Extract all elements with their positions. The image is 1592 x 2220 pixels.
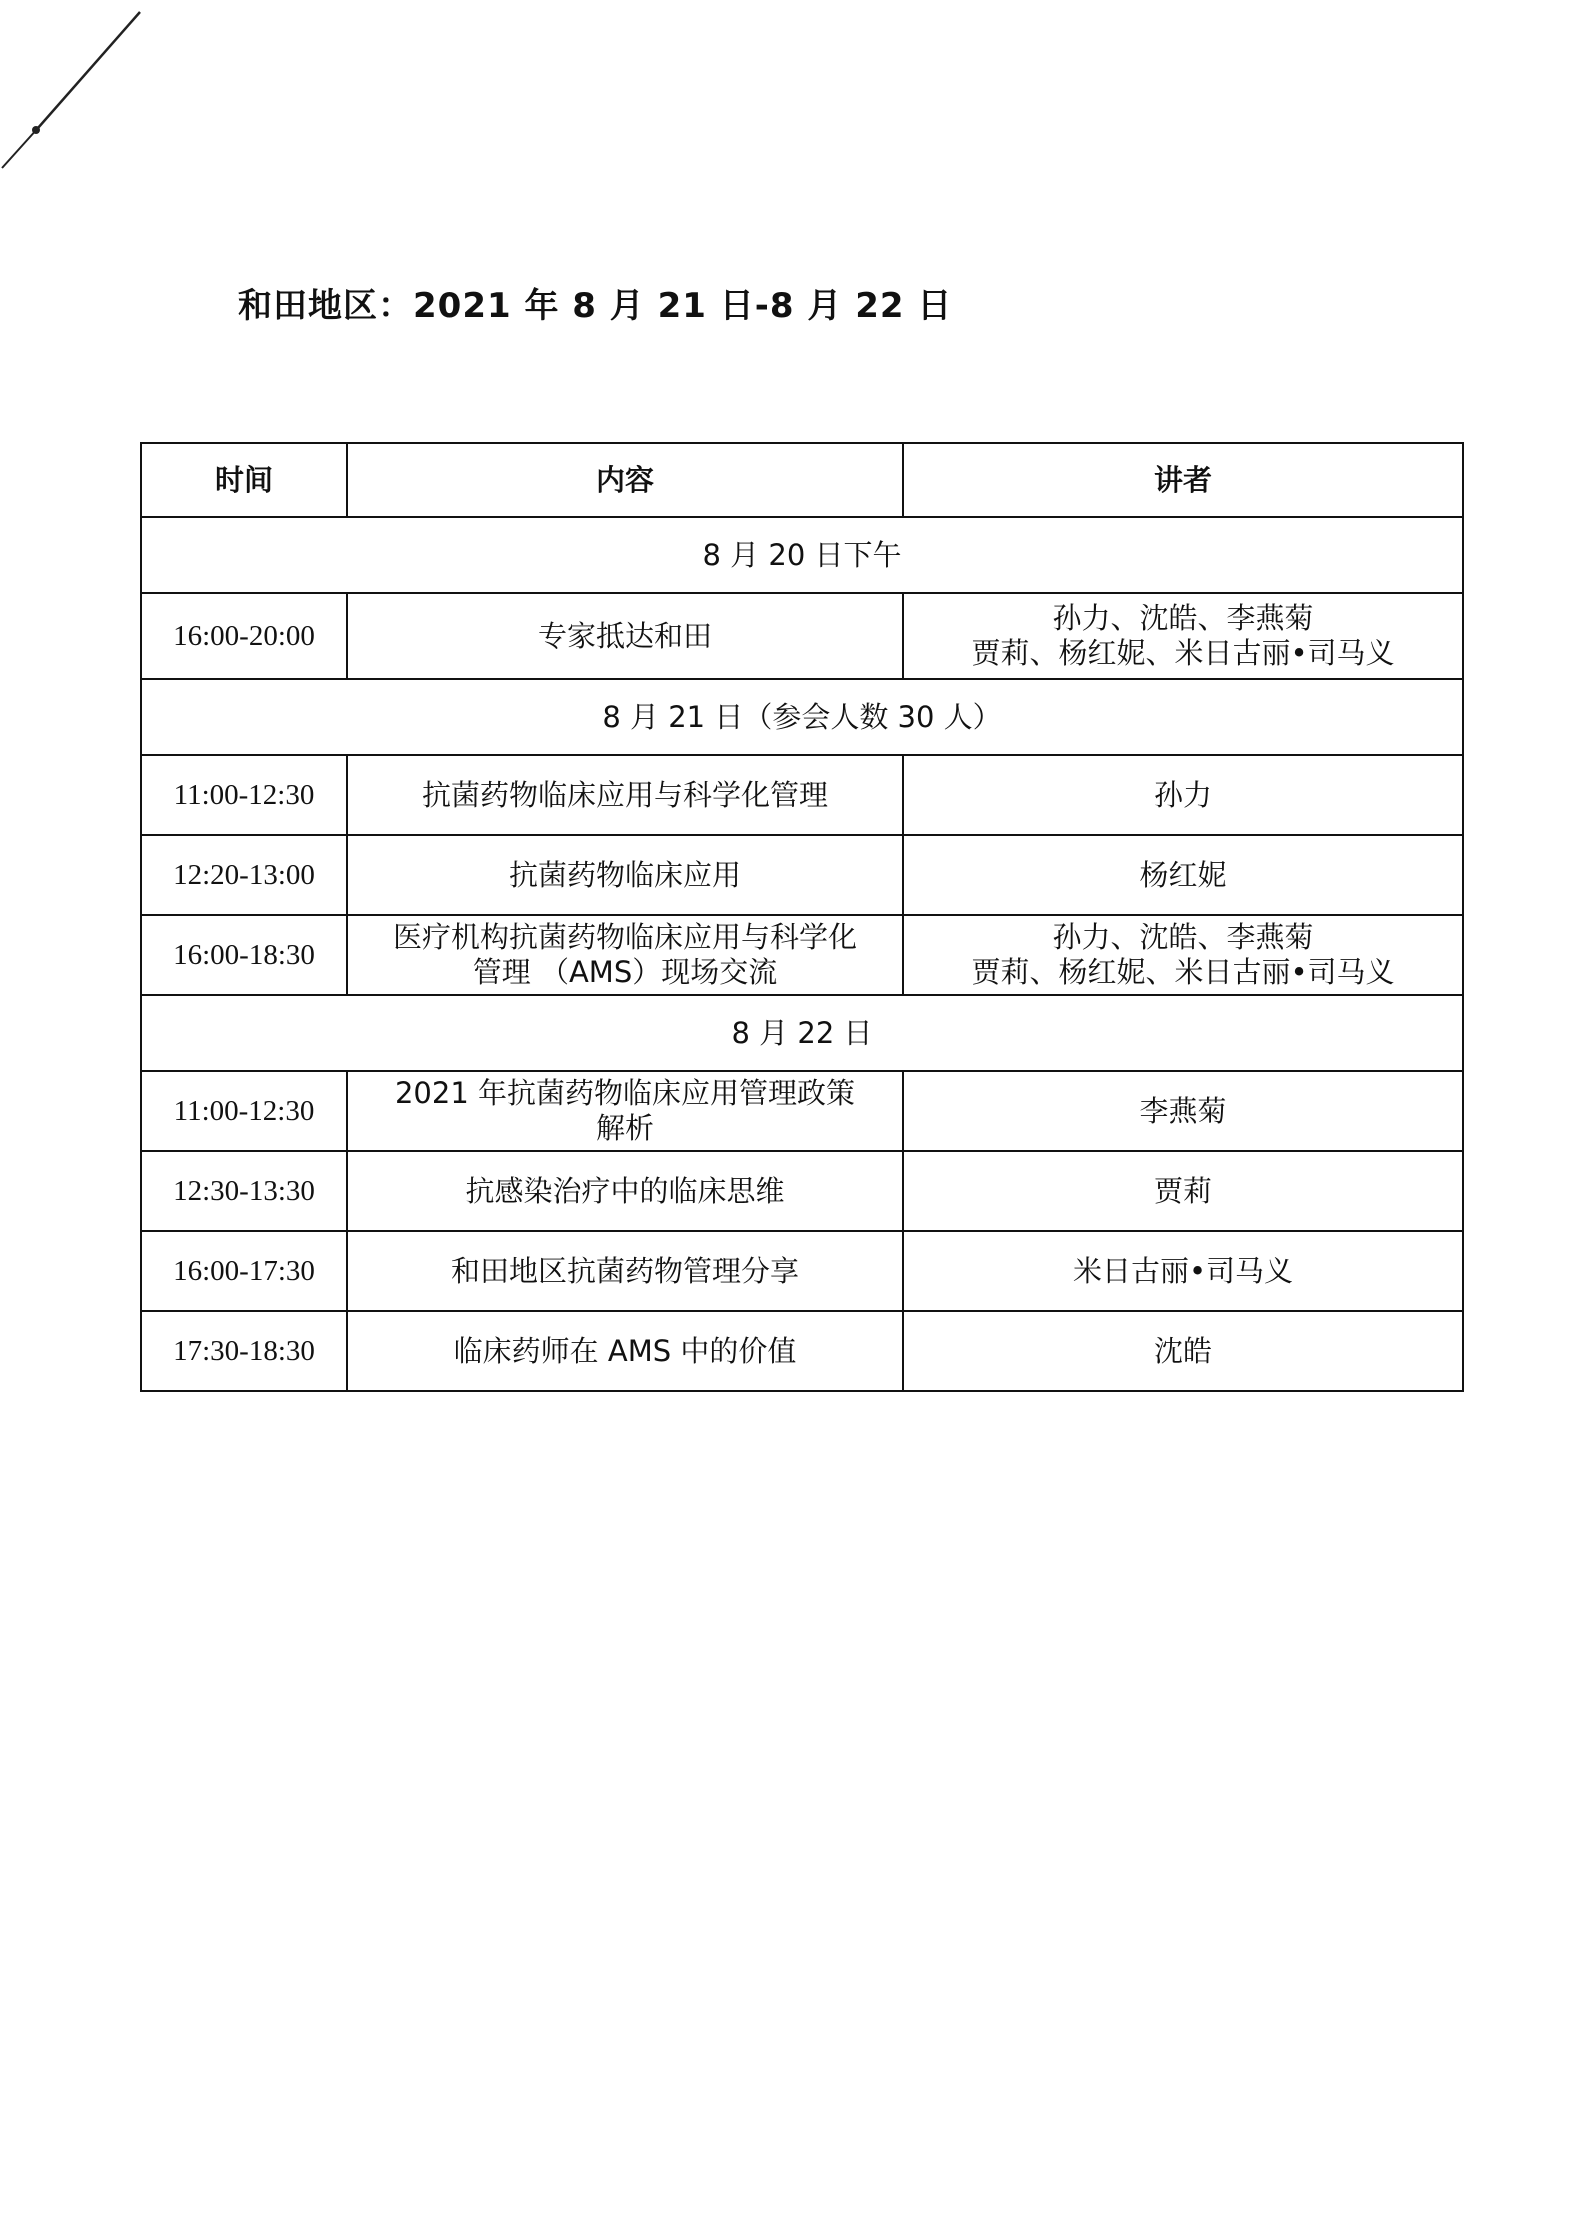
speaker-cell [903,593,1463,679]
table-row [141,1151,1463,1231]
time-cell: 11:00-12:30 [141,1071,347,1151]
speaker-cell [903,835,1463,915]
document-heading: 和田地区：2021 年 8 月 21 日-8 月 22 日 [238,286,953,326]
header-row [141,443,1463,517]
header-time: 时间 [141,443,347,517]
table-row [141,1071,1463,1151]
time-cell: 16:00-17:30 [141,1231,347,1311]
content-cell [347,835,903,915]
time-cell: 12:30-13:30 [141,1151,347,1231]
content-cell [347,1071,903,1151]
speaker-cell-line: 孙力 [1153,777,1212,812]
speaker-cell-line: 孙力、沈皓、李燕菊 [1052,920,1314,954]
section-row [141,517,1463,593]
time-cell: 16:00-18:30 [141,915,347,995]
content-cell-line: 和田地区抗菌药物管理分享 [450,1253,799,1288]
content-cell-line: 抗菌药物临床应用与科学化管理 [421,777,828,812]
content-cell [347,1311,903,1391]
header-speaker: 讲者 [903,443,1463,517]
content-cell-line: 医疗机构抗菌药物临床应用与科学化 [392,920,857,954]
speaker-cell-line: 贾莉、杨红妮、米日古丽•司马义 [971,955,1395,989]
content-cell [347,593,903,679]
section-row [141,679,1463,755]
speaker-cell-line: 贾莉 [1153,1173,1212,1208]
speaker-cell-line: 李燕菊 [1139,1093,1227,1128]
time-cell: 17:30-18:30 [141,1311,347,1391]
time-cell: 11:00-12:30 [141,755,347,835]
time-cell: 12:20-13:00 [141,835,347,915]
schedule-body [141,517,1463,1391]
table-row [141,1311,1463,1391]
content-cell-line: 抗菌药物临床应用 [508,857,741,892]
time-cell: 16:00-20:00 [141,593,347,679]
section-row [141,995,1463,1071]
table-row [141,835,1463,915]
speaker-cell [903,1071,1463,1151]
content-cell [347,1151,903,1231]
content-cell [347,915,903,995]
section-title: 8 月 22 日 [141,995,1463,1071]
schedule-table [140,442,1464,1392]
speaker-cell-line: 沈皓 [1153,1333,1212,1368]
speaker-cell [903,1231,1463,1311]
speaker-cell-line: 贾莉、杨红妮、米日古丽•司马义 [971,636,1395,670]
speaker-cell [903,1311,1463,1391]
content-cell-line: 临床药师在 AMS 中的价值 [453,1333,797,1368]
section-title: 8 月 20 日下午 [141,517,1463,593]
table-row [141,1231,1463,1311]
content-cell-line: 抗感染治疗中的临床思维 [465,1173,785,1208]
content-cell [347,1231,903,1311]
table-row [141,755,1463,835]
speaker-cell [903,755,1463,835]
pen-mark-decoration [0,0,160,180]
table-row [141,915,1463,995]
speaker-cell-line: 米日古丽•司马义 [1072,1253,1294,1288]
speaker-cell [903,1151,1463,1231]
section-title: 8 月 21 日（参会人数 30 人） [141,679,1463,755]
content-cell-line: 专家抵达和田 [537,618,712,653]
content-cell-line: 2021 年抗菌药物临床应用管理政策 [394,1076,856,1110]
speaker-cell-line: 孙力、沈皓、李燕菊 [1052,601,1314,635]
header-content: 内容 [347,443,903,517]
speaker-cell [903,915,1463,995]
speaker-cell-line: 杨红妮 [1139,857,1227,892]
content-cell-line: 管理 （AMS）现场交流 [472,955,778,989]
content-cell [347,755,903,835]
table-row [141,593,1463,679]
content-cell-line: 解析 [595,1111,654,1145]
